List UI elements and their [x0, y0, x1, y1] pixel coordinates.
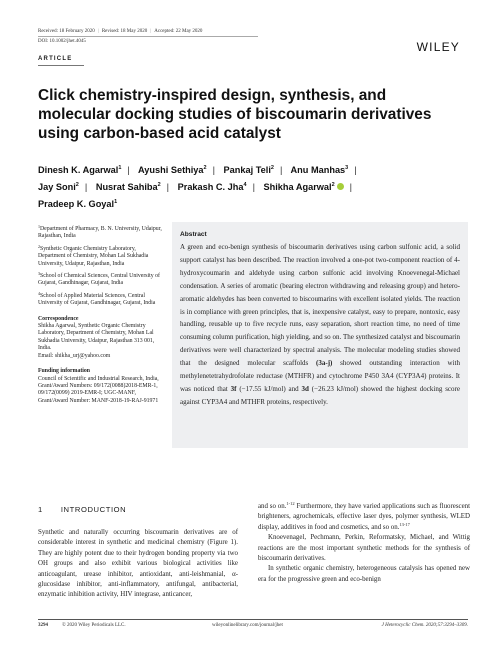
affiliation: $^1$Department of Pharmacy, B. N. University, Udaipur, Rajasthan, India [38, 224, 162, 240]
affiliations-column [38, 226, 162, 410]
page-number: 3294 [38, 623, 48, 628]
abstract-box [172, 222, 468, 448]
author-name[interactable]: Anu Manhas$^3$ [290, 165, 349, 175]
paragraph: Knoevenagel, Pechmann, Perkin, Reformatsky, Michael, and Wittig reactions are the most important synthetic methods for the synthesis of biscoumarin derivatives. [258, 534, 470, 563]
paragraph: Synthetic and naturally occurring biscoumarin derivatives are of considerable interest in synthetic and medicinal chemistry (Figure 1). They are highly potent due to their hydrogen bonding property via two OH groups and also exhibit various biological activities like anticoagulant, urease inhibitor, antioxidant, anti-leishmanial, α-glucosidase inhibitor, anti-inflammatory, antifungal, antibacterial, enzymatic inhibition activity, HIV integrase, anticancer, [38, 529, 238, 599]
affiliation: $^2$Synthetic Organic Chemistry Laboratory, Department of Chemistry, Mohan Lal Sukhadia University, Udaipur, Rajasthan, India [38, 243, 149, 267]
author-name[interactable]: Dinesh K. Agarwal$^1$ [38, 165, 122, 175]
article-type-underline [38, 65, 84, 66]
affiliation: $^4$School of Applied Material Sciences, Central University of Gujarat, Gandhinagar, Gujarat, India [38, 290, 156, 307]
header-divider [38, 36, 258, 37]
correspondence-text: Shikha Agarwal, Synthetic Organic Chemistry Laboratory, Department of Chemistry, Mohan Lal Sukhadia University, Udaipur, Rajasthan 313 001, India. [38, 323, 155, 352]
footer-divider [38, 619, 468, 620]
abstract-heading: Abstract [180, 231, 207, 238]
author-name[interactable]: Pankaj Teli$^2$ [223, 165, 274, 175]
author-name[interactable]: Nusrat Sahiba$^2$ [95, 182, 161, 192]
author-name[interactable]: Shikha Agarwal$^2$ [263, 182, 335, 192]
article-type-label: ARTICLE [38, 56, 73, 62]
footer-citation: J Heterocyclic Chem. 2020;57:3294–3309. [381, 623, 468, 628]
accepted-date: Accepted: 22 May 2020 [154, 29, 203, 34]
paragraph: and so on.$^{1-12}$ Furthermore, they have varied applications such as fluorescent brighteners, agrochemicals, effective laser dyes, polymer synthesis, WLED display, additives in food and cosmetics, and so on.$^{13-17}$ [258, 501, 471, 531]
affiliation: $^3$School of Chemical Sciences, Central University of Gujarat, Gandhinagar, Gujarat, India [38, 271, 160, 287]
funding-heading: Funding information [38, 368, 91, 375]
author-name[interactable]: Jay Soni$^2$ [38, 182, 79, 192]
footer-copyright: © 2020 Wiley Periodicals LLC. [62, 623, 126, 628]
footer-journal-url[interactable]: wileyonlinelibrary.com/journal/jhet [212, 623, 283, 628]
body-column-left [38, 528, 238, 601]
paragraph: In synthetic organic chemistry, heterogeneous catalysis has opened new era for the progressive green and eco-benign [258, 565, 470, 583]
publication-dates: Received: 18 February 2020 | Revised: 18 May 2020 | Accepted: 22 May 2020 [38, 29, 203, 34]
author-name[interactable]: Ayushi Sethiya$^2$ [138, 165, 207, 175]
correspondence-heading: Correspondence [38, 315, 79, 322]
received-date: Received: 18 February 2020 [38, 29, 95, 34]
revised-date: Revised: 18 May 2020 [101, 29, 148, 34]
author-name[interactable]: Pradeep K. Goyal$^1$ [38, 199, 118, 209]
funding-text: Council of Scientific and Industrial Research, India, Grant/Award Numbers: 09/172(0088)2018-EMR-1, 09/172(0099) 2019-EMR-I; UGC-MANF, Grant/Award Number: MANF-2018-19-RAJ-91971 [38, 375, 159, 404]
paper-title: Click chemistry-inspired design, synthesis, and molecular docking studies of biscoumarin derivatives using carbon-based acid catalyst [38, 87, 432, 142]
section-heading: 1 INTRODUCTION [38, 505, 127, 514]
author-name[interactable]: Prakash C. Jha$^4$ [177, 182, 247, 192]
body-column-right [258, 502, 470, 585]
abstract-text: A green and eco-benign synthesis of biscoumarin derivatives using carbon sulfonic acid, a solid support catalyst has been described. The reaction involved a one-pot two-component reaction of 4-hydroxycoumarin and aldehyde using carbon sulfonic acid involving Knoevenegal-Michael condensation. A series of aromatic (bearing electron withdrawing and releasing group) and hetero-aromatic aldehydes has been converted to biscoumarins with excellent isolated yields. The reaction is in compliance with green principles, that is, inexpensive catalyst, easy to prepare, nontoxic, easy handling, reusable up to five recycle runs, easy separation, short reaction time, no need of time consuming column purification, high yielding, and so on. The synthesized catalyst and biscoumarin derivatives were well characterized by spectral analysis. The molecular modeling studies showed that the designed molecular scaffolds (3a-j) showed outstanding interaction with methylenetetrahydrofolate reductase (MTHFR) and cytochrome P450 3A4 (CYP3A4) proteins. It was noticed that 3f (−17.55 kJ/mol) and 3d (−26.23 kJ/mol) showed the highest docking score against CYP3A4 and MTHFR proteins, respectively. [180, 243, 460, 406]
doi-link[interactable]: DOI: 10.1002/jhet.4045 [38, 39, 86, 44]
correspondence-email[interactable]: Email: shikha_urj@yahoo.com [38, 352, 111, 359]
author-list: Dinesh K. Agarwal$^1$ | Ayushi Sethiya$^2$ | Pankaj Teli$^2$ | Anu Manhas$^3$ | Jay Soni$^2$ | Nusrat Sahiba$^2$ | Prakash C. Jha$^4$ | Shikha Agarwal$^2$ | Pradeep K. Goyal$^1$ [38, 165, 357, 209]
publisher-logo: WILEY [416, 40, 460, 54]
orcid-icon[interactable] [337, 183, 344, 190]
